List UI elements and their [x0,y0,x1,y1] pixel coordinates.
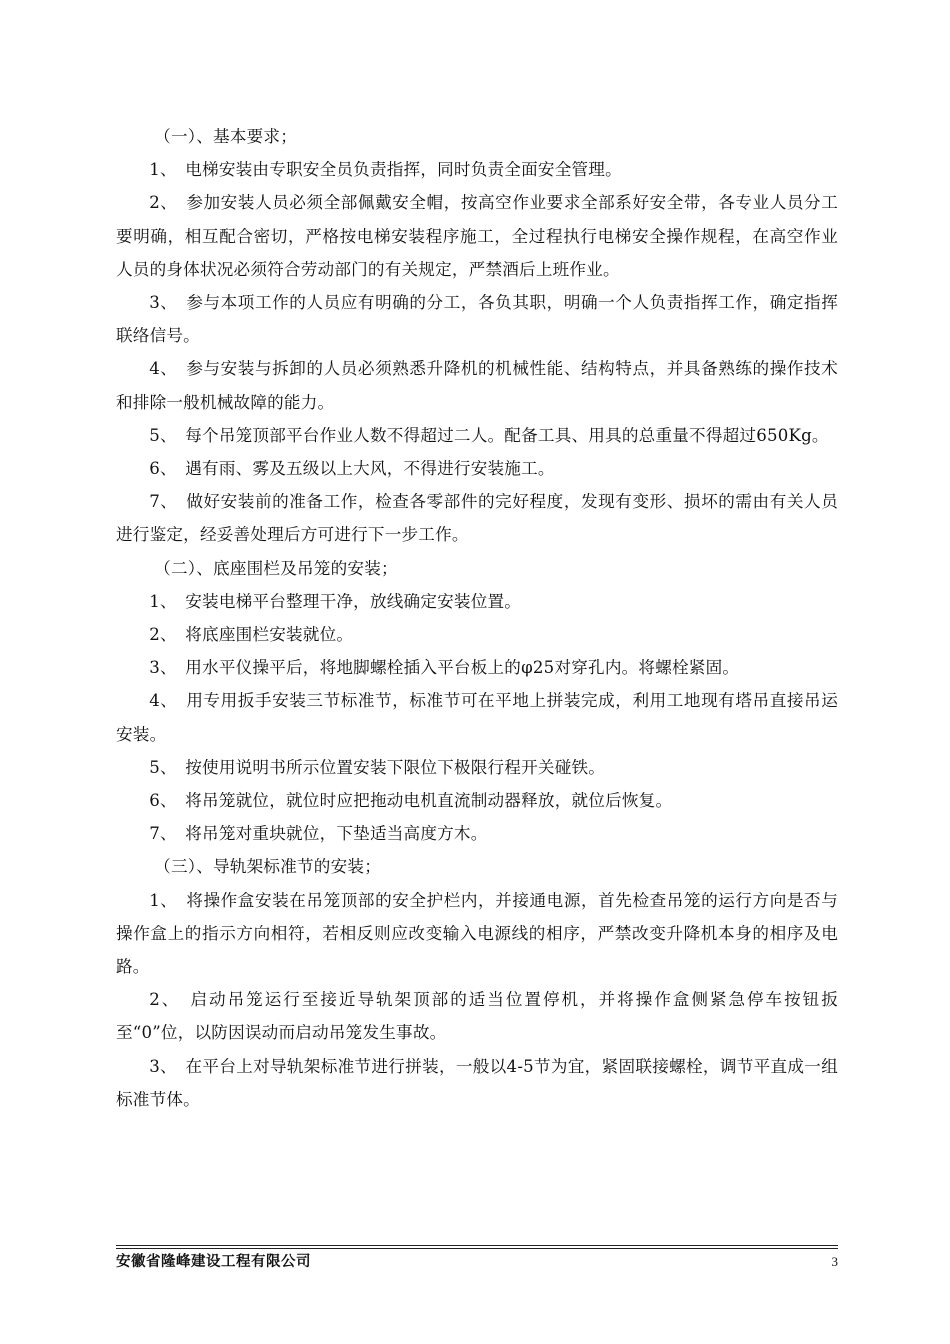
list-item: 1、 电梯安装由专职安全员负责指挥，同时负责全面安全管理。 [149,160,622,180]
list-item: 1、 安装电梯平台整理干净，放线确定安装位置。 [149,591,522,611]
list-item: 4、 用专用扳手安装三节标准节，标准节可在平地上拼装完成，利用工地现有塔吊直接吊运安装。 [116,691,838,744]
section-heading: （三）、导轨架标准节的安装； [154,857,381,877]
list-item: 2、 参加安装人员必须全部佩戴安全帽，按高空作业要求全部系好安全带，各专业人员分工要明确，相互配合密切，严格按电梯安装程序施工，全过程执行电梯安全操作规程，在高空作业人员的身体状况必须符合劳动部门的有关规定，严禁酒后上班作业。 [116,193,838,279]
list-item: 6、 遇有雨、雾及五级以上大风，不得进行安装施工。 [149,459,555,479]
list-item: 5、 每个吊笼顶部平台作业人数不得超过二人。配备工具、用具的总重量不得超过650Kg。 [149,425,829,445]
footer-company-name: 安徽省隆峰建设工程有限公司 [116,1254,311,1270]
list-item: 3、 在平台上对导轨架标准节进行拼装，一般以4-5节为宜，紧固联接螺栓，调节平直成一组标准节体。 [116,1056,838,1109]
list-item: 7、 将吊笼对重块就位，下垫适当高度方木。 [149,824,488,844]
footer-divider [116,1245,838,1246]
section-heading: （一）、基本要求； [154,127,298,146]
list-item: 2、 将底座围栏安装就位。 [149,625,354,645]
list-item: 2、 启动吊笼运行至接近导轨架顶部的适当位置停机，并将操作盒侧紧急停车按钮扳至“0”位，以防因误动而启动吊笼发生事故。 [116,990,838,1043]
page-number: 3 [831,1254,838,1269]
section-heading: （二）、底座围栏及吊笼的安装； [154,558,398,578]
list-item: 3、 用水平仪操平后，将地脚螺栓插入平台板上的φ25对穿孔内。将螺栓紧固。 [149,658,740,678]
list-item: 1、 将操作盒安装在吊笼顶部的安全护栏内，并接通电源，首先检查吊笼的运行方向是否与操作盒上的指示方向相符，若相反则应改变输入电源线的相序，严禁改变升降机本身的相序及电路。 [116,890,838,977]
list-item: 5、 按使用说明书所示位置安装下限位下极限行程开关碰铁。 [149,757,606,777]
document-body [116,120,838,1116]
list-item: 6、 将吊笼就位，就位时应把拖动电机直流制动器释放，就位后恢复。 [149,791,673,811]
list-item: 3、 参与本项工作的人员应有明确的分工，各负其职，明确一个人负责指挥工作，确定指挥联络信号。 [116,293,838,346]
list-item: 7、 做好安装前的准备工作，检查各零部件的完好程度，发现有变形、损坏的需由有关人员进行鉴定，经妥善处理后方可进行下一步工作。 [116,492,838,545]
list-item: 4、 参与安装与拆卸的人员必须熟悉升降机的机械性能、结构特点，并具备熟练的操作技术和排除一般机械故障的能力。 [116,359,838,412]
footer-divider [116,1248,838,1249]
